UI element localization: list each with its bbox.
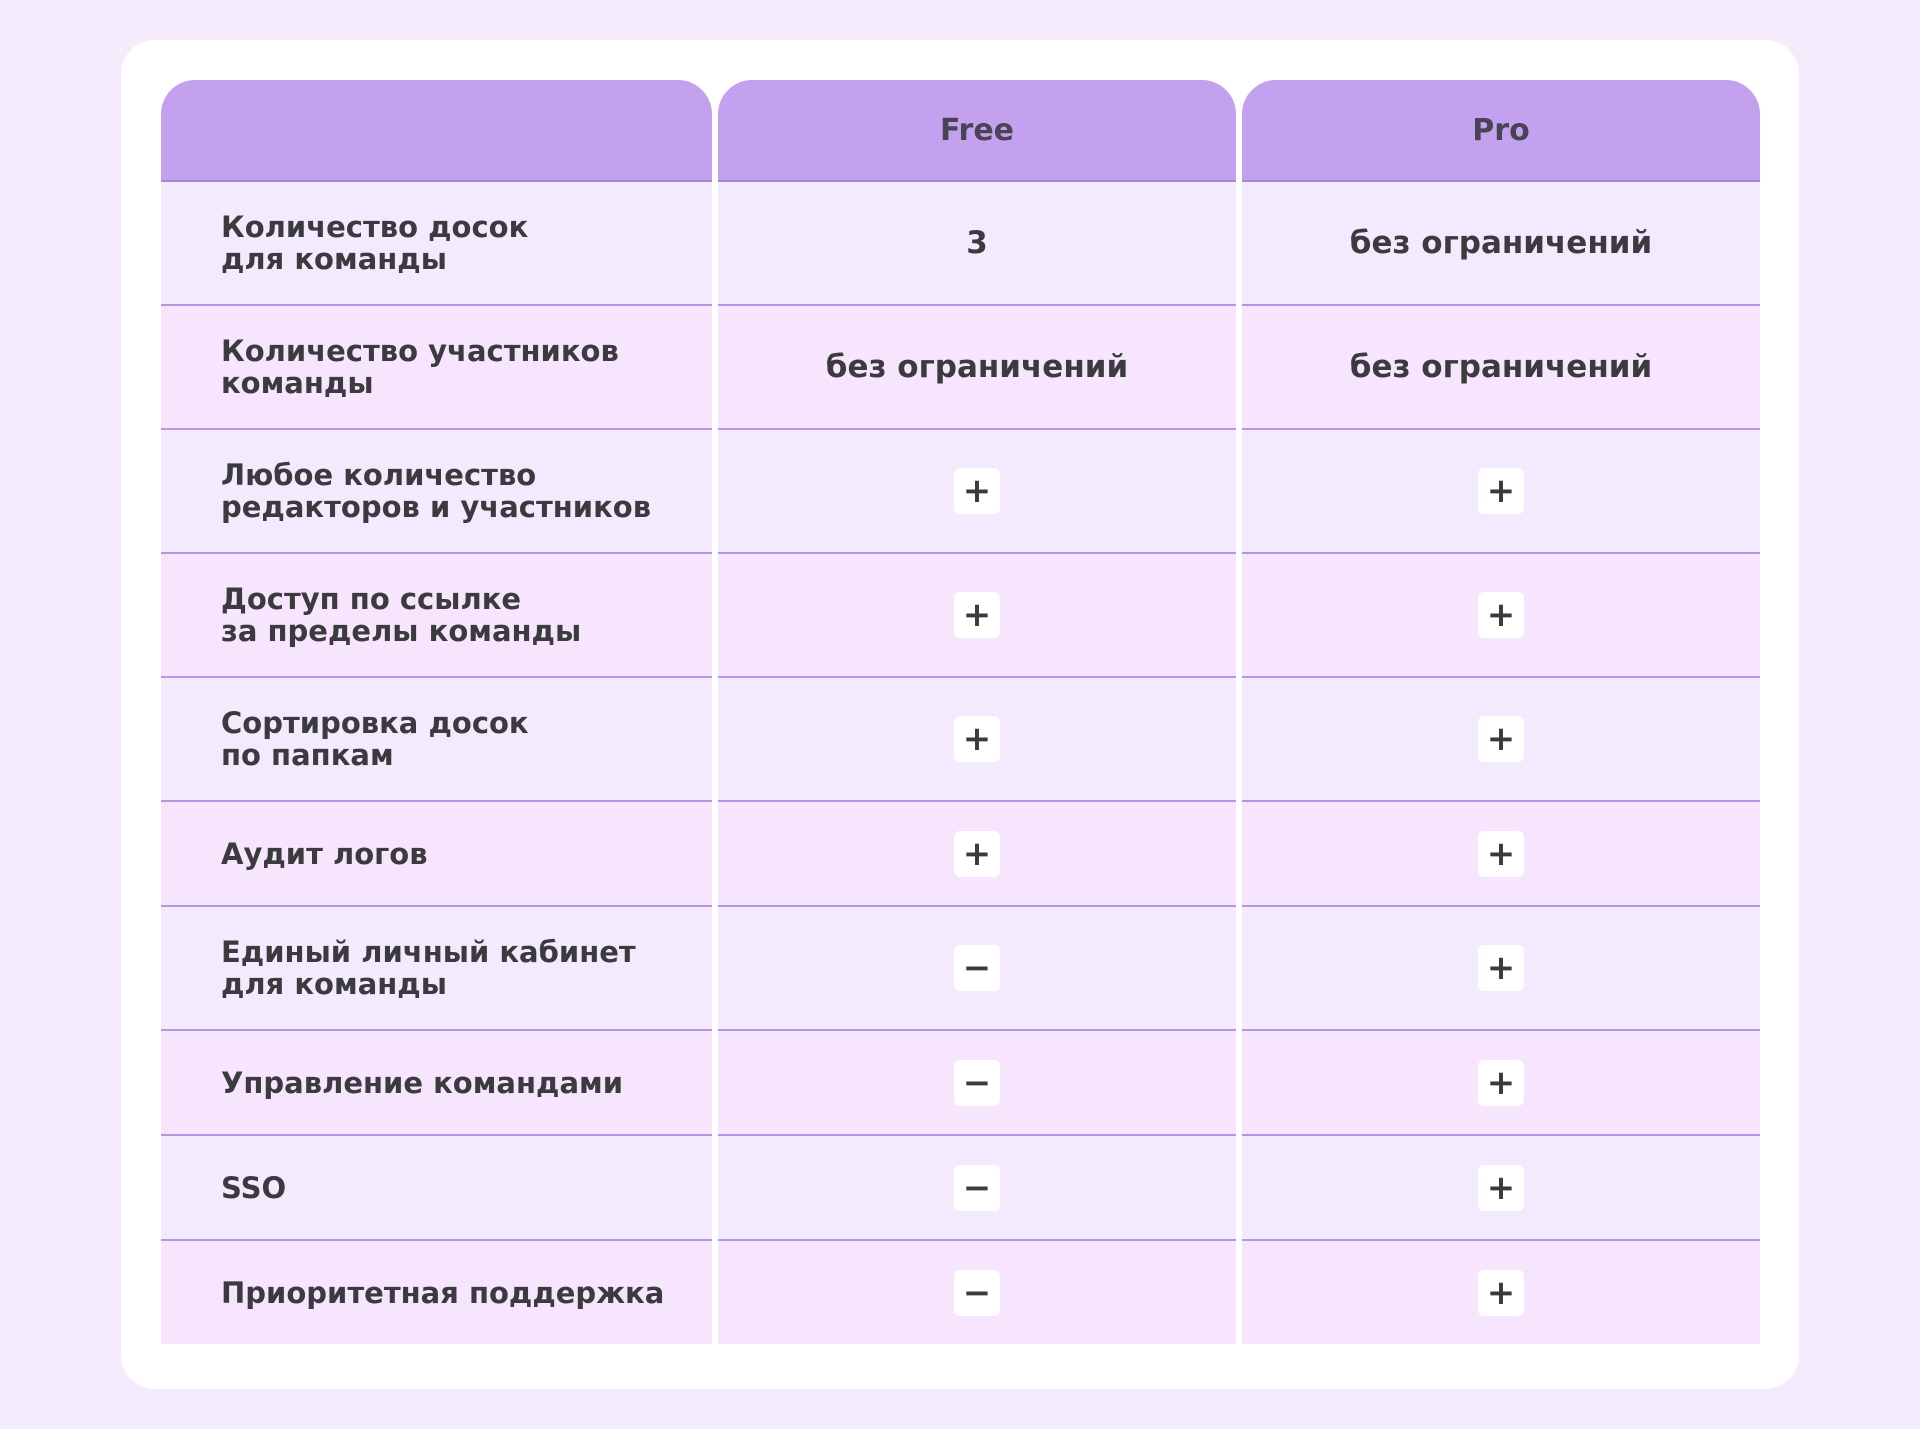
feature-label: Доступ по ссылке за пределы команды: [161, 554, 712, 678]
feature-label: Приоритетная поддержка: [161, 1241, 712, 1344]
header-feature-column: [161, 80, 712, 182]
header-free-plan: Free: [718, 80, 1236, 182]
plan-comparison-table: [161, 80, 1760, 1344]
plus-icon: +: [1478, 945, 1524, 991]
free-plan-cell: [718, 182, 1236, 306]
pro-plan-value: без ограничений: [1349, 225, 1653, 261]
plus-icon: +: [954, 468, 1000, 514]
feature-label: Единый личный кабинет для команды: [161, 907, 712, 1031]
free-plan-value: без ограничений: [825, 349, 1129, 385]
feature-label: Сортировка досок по папкам: [161, 678, 712, 802]
feature-label: Управление командами: [161, 1031, 712, 1136]
feature-label: Количество участников команды: [161, 306, 712, 430]
pro-plan-cell: [1242, 802, 1760, 907]
pro-plan-cell: [1242, 1241, 1760, 1344]
plus-icon: +: [954, 716, 1000, 762]
free-plan-cell: [718, 1031, 1236, 1136]
free-plan-cell: [718, 554, 1236, 678]
pro-plan-cell: [1242, 306, 1760, 430]
minus-icon: −: [954, 1270, 1000, 1316]
plus-icon: +: [954, 831, 1000, 877]
plus-icon: +: [1478, 592, 1524, 638]
pro-plan-cell: [1242, 182, 1760, 306]
minus-icon: −: [954, 1165, 1000, 1211]
plus-icon: +: [1478, 831, 1524, 877]
free-plan-cell: [718, 907, 1236, 1031]
free-plan-cell: [718, 1136, 1236, 1241]
minus-icon: −: [954, 945, 1000, 991]
pro-plan-cell: [1242, 554, 1760, 678]
pro-plan-cell: [1242, 1136, 1760, 1241]
feature-label: Количество досок для команды: [161, 182, 712, 306]
pro-plan-value: без ограничений: [1349, 349, 1653, 385]
plus-icon: +: [1478, 1060, 1524, 1106]
plus-icon: +: [954, 592, 1000, 638]
free-plan-cell: [718, 678, 1236, 802]
pro-plan-cell: [1242, 907, 1760, 1031]
comparison-card: [121, 40, 1799, 1389]
feature-label: Любое количество редакторов и участников: [161, 430, 712, 554]
free-plan-cell: [718, 306, 1236, 430]
feature-label: Аудит логов: [161, 802, 712, 907]
free-plan-cell: [718, 802, 1236, 907]
header-pro-plan: Pro: [1242, 80, 1760, 182]
free-plan-cell: [718, 1241, 1236, 1344]
pro-plan-cell: [1242, 430, 1760, 554]
free-plan-cell: [718, 430, 1236, 554]
free-plan-value: 3: [966, 225, 988, 261]
pro-plan-cell: [1242, 678, 1760, 802]
plus-icon: +: [1478, 468, 1524, 514]
minus-icon: −: [954, 1060, 1000, 1106]
pro-plan-cell: [1242, 1031, 1760, 1136]
plus-icon: +: [1478, 1165, 1524, 1211]
plus-icon: +: [1478, 1270, 1524, 1316]
plus-icon: +: [1478, 716, 1524, 762]
feature-label: SSO: [161, 1136, 712, 1241]
